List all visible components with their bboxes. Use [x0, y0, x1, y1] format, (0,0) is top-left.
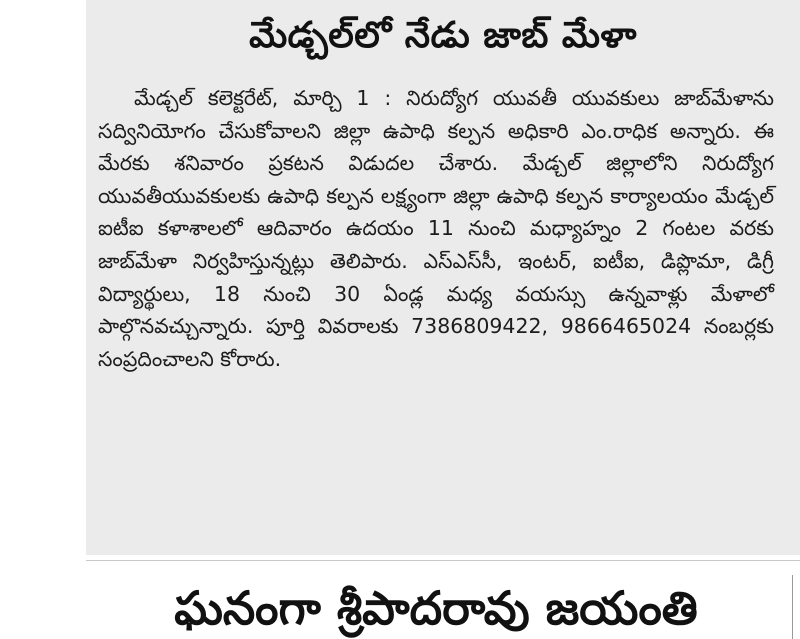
news-article — [86, 0, 800, 555]
article-divider — [86, 560, 800, 561]
article-headline: మేడ్చల్‌లో నేడు జాబ్ మేళా — [249, 15, 637, 56]
page-margin — [0, 0, 86, 639]
column-rule — [792, 575, 793, 639]
next-article-headline: ఘనంగా శ్రీపాదరావు జయంతి — [174, 581, 698, 635]
article-body: మేడ్చల్ కలెక్టరేట్, మార్చి 1 : నిరుద్యోగ యువతీ యువకులు జాబ్‌మేళాను సద్వినియోగం చేసుకోవాలని జిల్లా ఉపాధి కల్పన అధికారి ఎం.రాధిక అన్నారు. ఈ మేరకు శనివారం ప్రకటన విడుదల చేశారు. మేడ్చల్ జిల్లాలోని నిరుద్యోగ యువతీయువకులకు ఉపాధి కల్పన లక్ష్యంగా జిల్లా ఉపాధి కల్పన కార్యాలయం మేడ్చల్ ఐటీఐ కళాశాలలో ఆదివారం ఉదయం 11 నుంచి మధ్యాహ్నం 2 గంటల వరకు జాబ్‌మేళా నిర్వహిస్తున్నట్లు తెలిపారు. ఎస్ఎస్‌సీ, ఇంటర్, ఐటీఐ, డిప్లొమా, డిగ్రీ విద్యార్థులు, 18 నుంచి 30 ఏండ్ల మధ్య వయస్సు ఉన్నవాళ్లు మేళాలో పాల్గొనవచ్చున్నారు. పూర్తి వివరాలకు 7386809422, 9866465024 నంబర్లకు సంప్రదించాలని కోరారు. — [98, 86, 774, 371]
